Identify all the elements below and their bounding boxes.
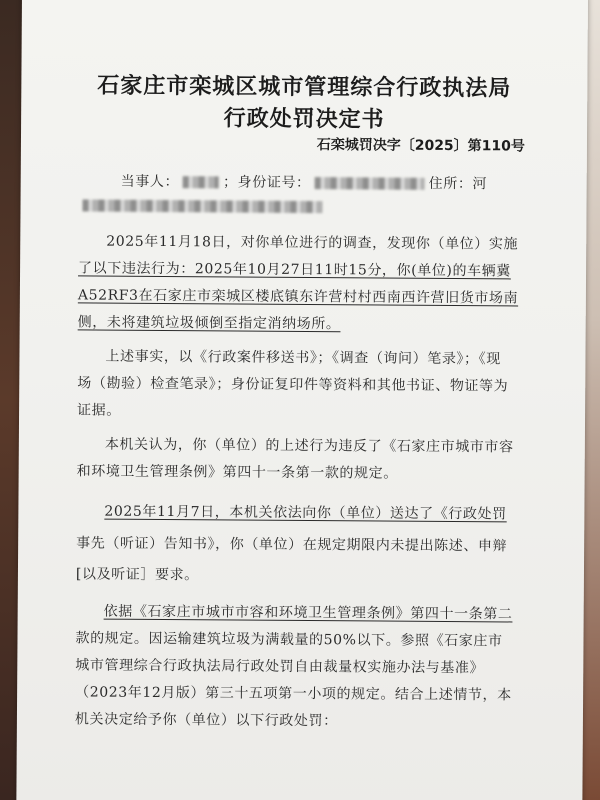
para5-line2: 款的规定。因运输建筑垃圾为满载量的50%以下。参照《石家庄市: [75, 630, 503, 650]
address-label: 住所：: [428, 175, 473, 193]
para5-line4: （2023年12月版）第三十五项第一小项的规定。结合上述情节，本: [75, 684, 512, 704]
para4-line1: 2025年11月7日，本机关依法向你（单位）送达了《行政处罚: [104, 503, 507, 523]
redacted-address: [82, 199, 322, 213]
para1-line3: A52RF3在石家庄市栾城区楼底镇东许营村村西南西许营旧货市场南: [77, 287, 519, 307]
party-line-2: [78, 197, 548, 216]
redacted-name: [183, 176, 219, 188]
id-label: ；身份证号：: [223, 174, 311, 192]
document-number: 石栾城罚决字〔2025〕第110号: [316, 137, 525, 155]
party-label: 当事人：: [120, 173, 180, 191]
party-line: [121, 171, 591, 194]
para3-line1: 本机关认为，你（单位）的上述行为违反了《石家庄市城市市容: [104, 436, 514, 456]
para5-line1: 依据《石家庄市城市市容和环境卫生管理条例》第四十一条第二: [103, 603, 513, 623]
document-title-line1: 石家庄市栾城区城市管理综合行政执法局: [97, 72, 512, 102]
document-paper: [16, 0, 588, 800]
para5-line3: 城市管理综合行政执法局行政处罚自由裁量权实施办法与基准》: [75, 657, 485, 677]
para2-line2: 场（勘验）检查笔录》；身份证复印件等资料和其他书证、物证等为: [77, 375, 509, 395]
redacted-id: [315, 177, 425, 190]
para1-line2: 了以下违法行为：2025年10月27日11时15分，你(单位)的车辆冀: [78, 260, 511, 280]
para2-line1: 上述事实，以《行政案件移送书》；《调查（询问）笔录》；《现: [105, 348, 501, 368]
document-title-line2: 行政处罚决定书: [223, 105, 385, 133]
para4-line2: 事先（听证）告知书》，你（单位）在规定期限内未提出陈述、申辩: [76, 535, 508, 555]
para4-line3: [以及听证］要求。: [75, 566, 199, 584]
para3-line2: 和环境卫生管理条例》第四十一条第一款的规定。: [76, 463, 398, 482]
para1-line1: 2025年11月18日，对你单位进行的调查，发现你（单位）实施: [106, 233, 519, 253]
para2-line3: 证据。: [77, 402, 121, 419]
address-partial: 河: [472, 176, 488, 193]
para1-line4: 侧，未将建筑垃圾倾倒至指定消纳场所。: [77, 314, 341, 333]
para5-line5: 机关决定给予你（单位）以下行政处罚：: [74, 711, 338, 730]
